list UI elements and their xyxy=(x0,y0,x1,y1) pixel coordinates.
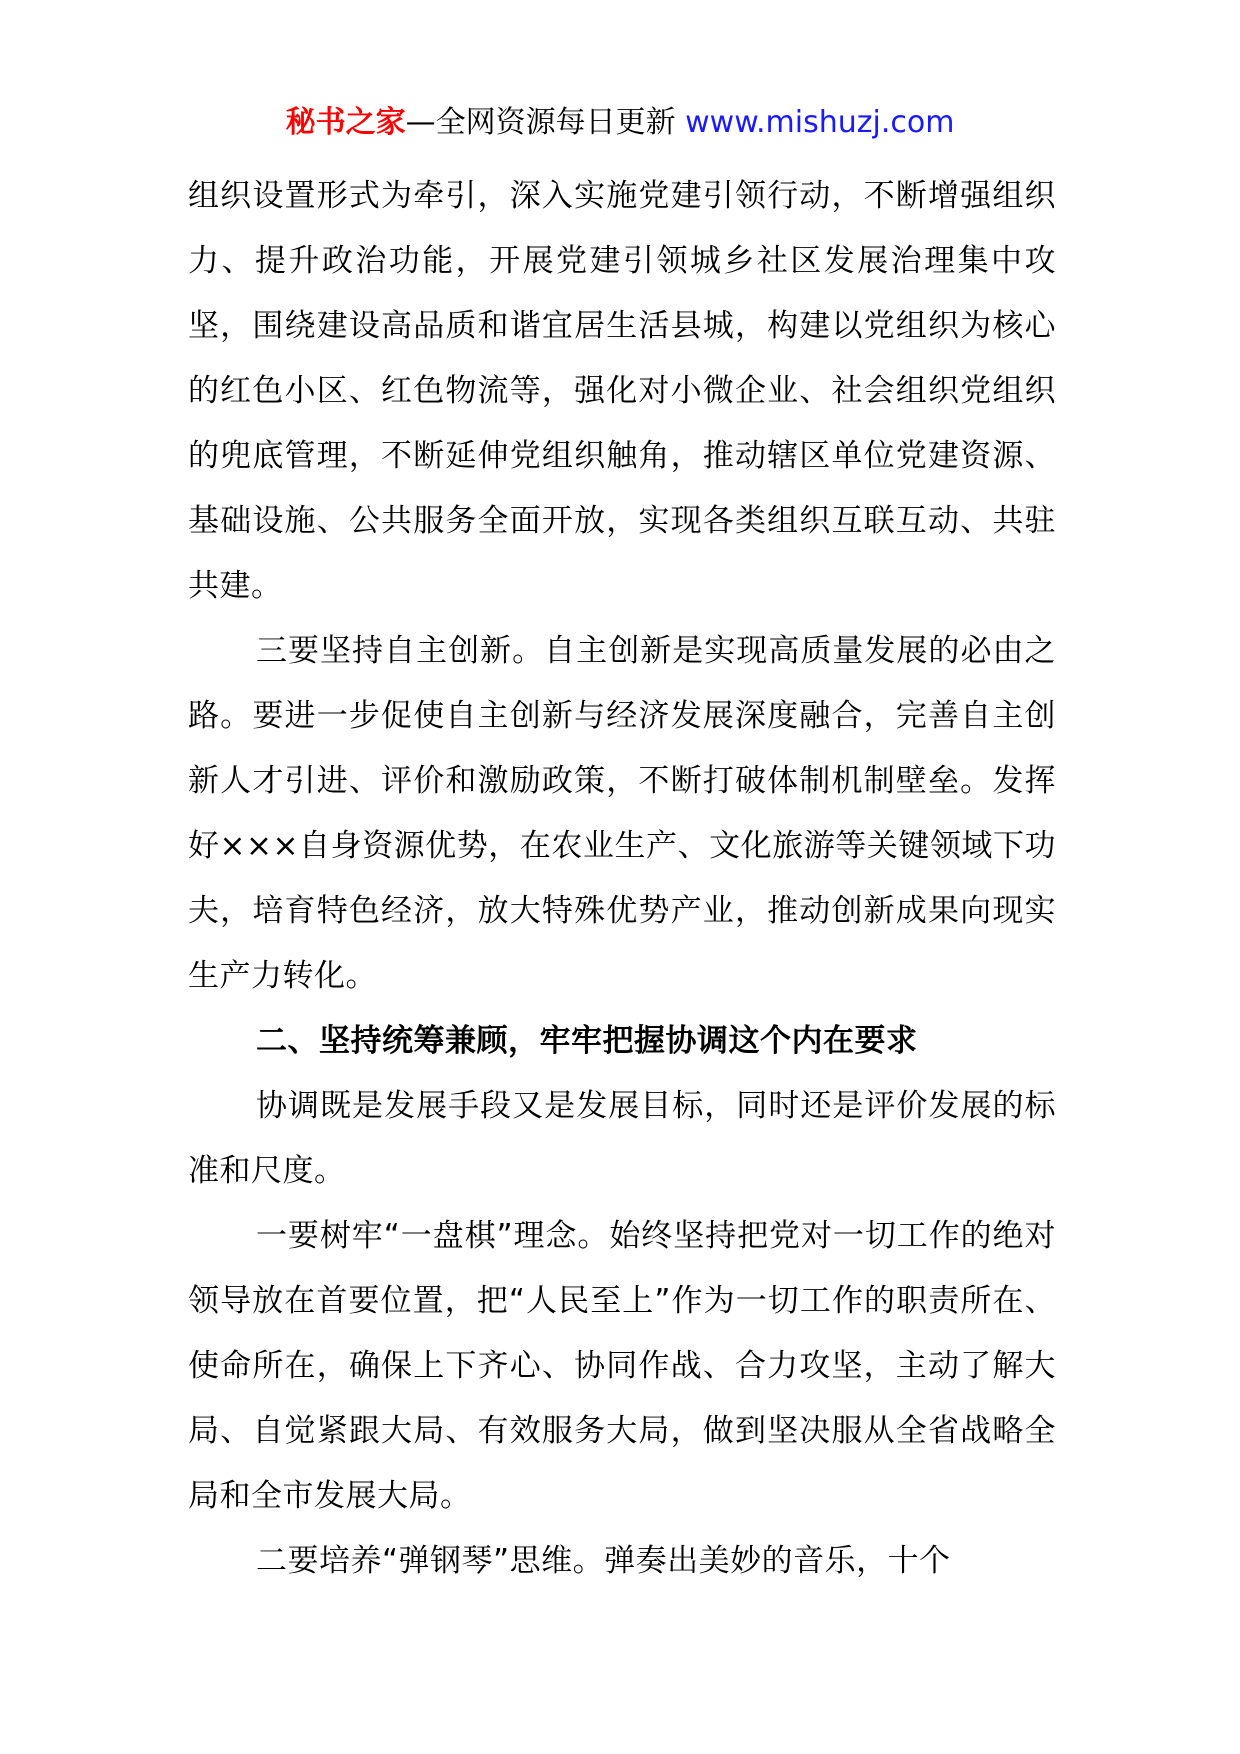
document-body xyxy=(188,164,1056,1594)
paragraph-continuation: 组织设置形式为牵引，深入实施党建引领行动，不断增强组织力、提升政治功能，开展党建引领城乡社区发展治理集中攻坚，围绕建设高品质和谐宜居生活县城，构建以党组织为核心的红色小区、红色物流等，强化对小微企业、社会组织党组织的兜底管理，不断延伸党组织触角，推动辖区单位党建资源、基础设施、公共服务全面开放，实现各类组织互联互动、共驻共建。 xyxy=(188,178,1056,604)
site-url-link[interactable]: www.mishuzj.com xyxy=(685,105,955,140)
paragraph-piano-thinking: 二要培养“弹钢琴”思维。弹奏出美妙的音乐，十个 xyxy=(256,1543,951,1579)
site-brand: 秘书之家 xyxy=(285,105,406,140)
paragraph-independent-innovation: 三要坚持自主创新。自主创新是实现高质量发展的必由之路。要进一步促使自主创新与经济发展深度融合，完善自主创新人才引进、评价和激励政策，不断打破体制机制壁垒。发挥好×××自身资源优势，在农业生产、文化旅游等关键领域下功夫，培育特色经济，放大特殊优势产业，推动创新成果向现实生产力转化。 xyxy=(188,633,1056,994)
paragraph-one-chessboard: 一要树牢“一盘棋”理念。始终坚持把党对一切工作的绝对领导放在首要位置，把“人民至上”作为一切工作的职责所在、使命所在，确保上下齐心、协同作战、合力攻坚，主动了解大局、自觉紧跟大局、有效服务大局，做到坚决服从全省战略全局和全市发展大局。 xyxy=(188,1218,1056,1514)
section-heading-coordination: 二、坚持统筹兼顾，牢牢把握协调这个内在要求 xyxy=(256,1023,918,1059)
site-tagline: —全网资源每日更新 xyxy=(405,105,676,140)
paragraph-coordination-intro: 协调既是发展手段又是发展目标，同时还是评价发展的标准和尺度。 xyxy=(188,1088,1056,1189)
site-header xyxy=(0,100,1240,146)
